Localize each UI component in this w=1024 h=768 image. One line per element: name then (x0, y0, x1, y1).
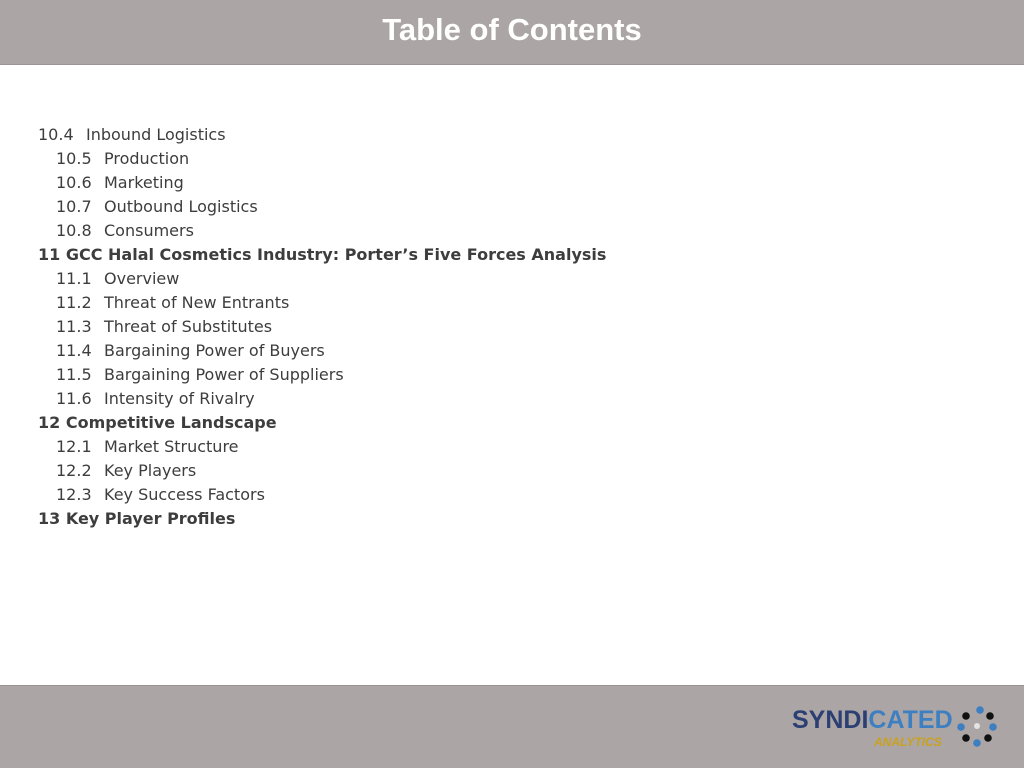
toc-item-label: Bargaining Power of Suppliers (104, 365, 344, 384)
toc-item-label: Market Structure (104, 437, 239, 456)
toc-item-10-4 (38, 123, 938, 147)
toc-item-11-4 (38, 339, 938, 363)
toc-item-label: Intensity of Rivalry (104, 389, 255, 408)
toc-item-label: Threat of Substitutes (104, 317, 273, 336)
footer-bar (0, 685, 1024, 768)
toc-item-number: 11.2 (56, 293, 92, 312)
table-of-contents (38, 123, 938, 531)
toc-item-12-2 (38, 459, 938, 483)
toc-item-number: 11.6 (56, 389, 92, 408)
toc-item-label: Marketing (104, 173, 184, 192)
toc-section-12: 12 Competitive Landscape (38, 413, 277, 432)
toc-item-number: 11.4 (56, 341, 92, 360)
toc-item-11-1 (38, 267, 938, 291)
toc-section-13: 13 Key Player Profiles (38, 509, 236, 528)
logo-wordmark (792, 706, 953, 734)
toc-item-label: Inbound Logistics (86, 125, 226, 144)
toc-item-11-5 (38, 363, 938, 387)
page-title: Table of Contents (382, 12, 642, 47)
toc-item-10-5 (38, 147, 938, 171)
toc-item-12-3 (38, 483, 938, 507)
toc-item-12-1 (38, 435, 938, 459)
toc-item-number: 10.8 (56, 221, 92, 240)
toc-item-11-2 (38, 291, 938, 315)
header-bar (0, 0, 1024, 65)
logo-text-cated: CATED (868, 706, 953, 734)
toc-item-number: 10.7 (56, 197, 92, 216)
toc-section-11: 11 GCC Halal Cosmetics Industry: Porter’s Five Forces Analysis (38, 245, 607, 264)
toc-item-number: 10.6 (56, 173, 92, 192)
toc-item-label: Key Success Factors (104, 485, 265, 504)
toc-item-number: 11.3 (56, 317, 92, 336)
toc-item-10-6 (38, 171, 938, 195)
toc-item-label: Key Players (104, 461, 197, 480)
toc-item-label: Consumers (104, 221, 194, 240)
toc-item-number: 11.1 (56, 269, 92, 288)
toc-item-11-6 (38, 387, 938, 411)
toc-item-number: 10.5 (56, 149, 92, 168)
logo-text-syndi: SYNDI (792, 706, 869, 734)
toc-item-label: Bargaining Power of Buyers (104, 341, 325, 360)
toc-item-number: 10.4 (38, 125, 74, 144)
toc-item-label: Outbound Logistics (104, 197, 258, 216)
toc-item-label: Overview (104, 269, 180, 288)
toc-item-label: Production (104, 149, 190, 168)
logo-text-analytics: ANALYTICS (874, 735, 942, 749)
toc-item-label: Threat of New Entrants (104, 293, 290, 312)
syndicated-analytics-logo (792, 702, 1002, 750)
toc-item-11-3 (38, 315, 938, 339)
logo-circle-icon (957, 706, 997, 747)
toc-item-10-7 (38, 195, 938, 219)
toc-item-number: 12.2 (56, 461, 92, 480)
toc-item-number: 11.5 (56, 365, 92, 384)
toc-item-number: 12.3 (56, 485, 92, 504)
toc-item-10-8 (38, 219, 938, 243)
toc-item-number: 12.1 (56, 437, 92, 456)
